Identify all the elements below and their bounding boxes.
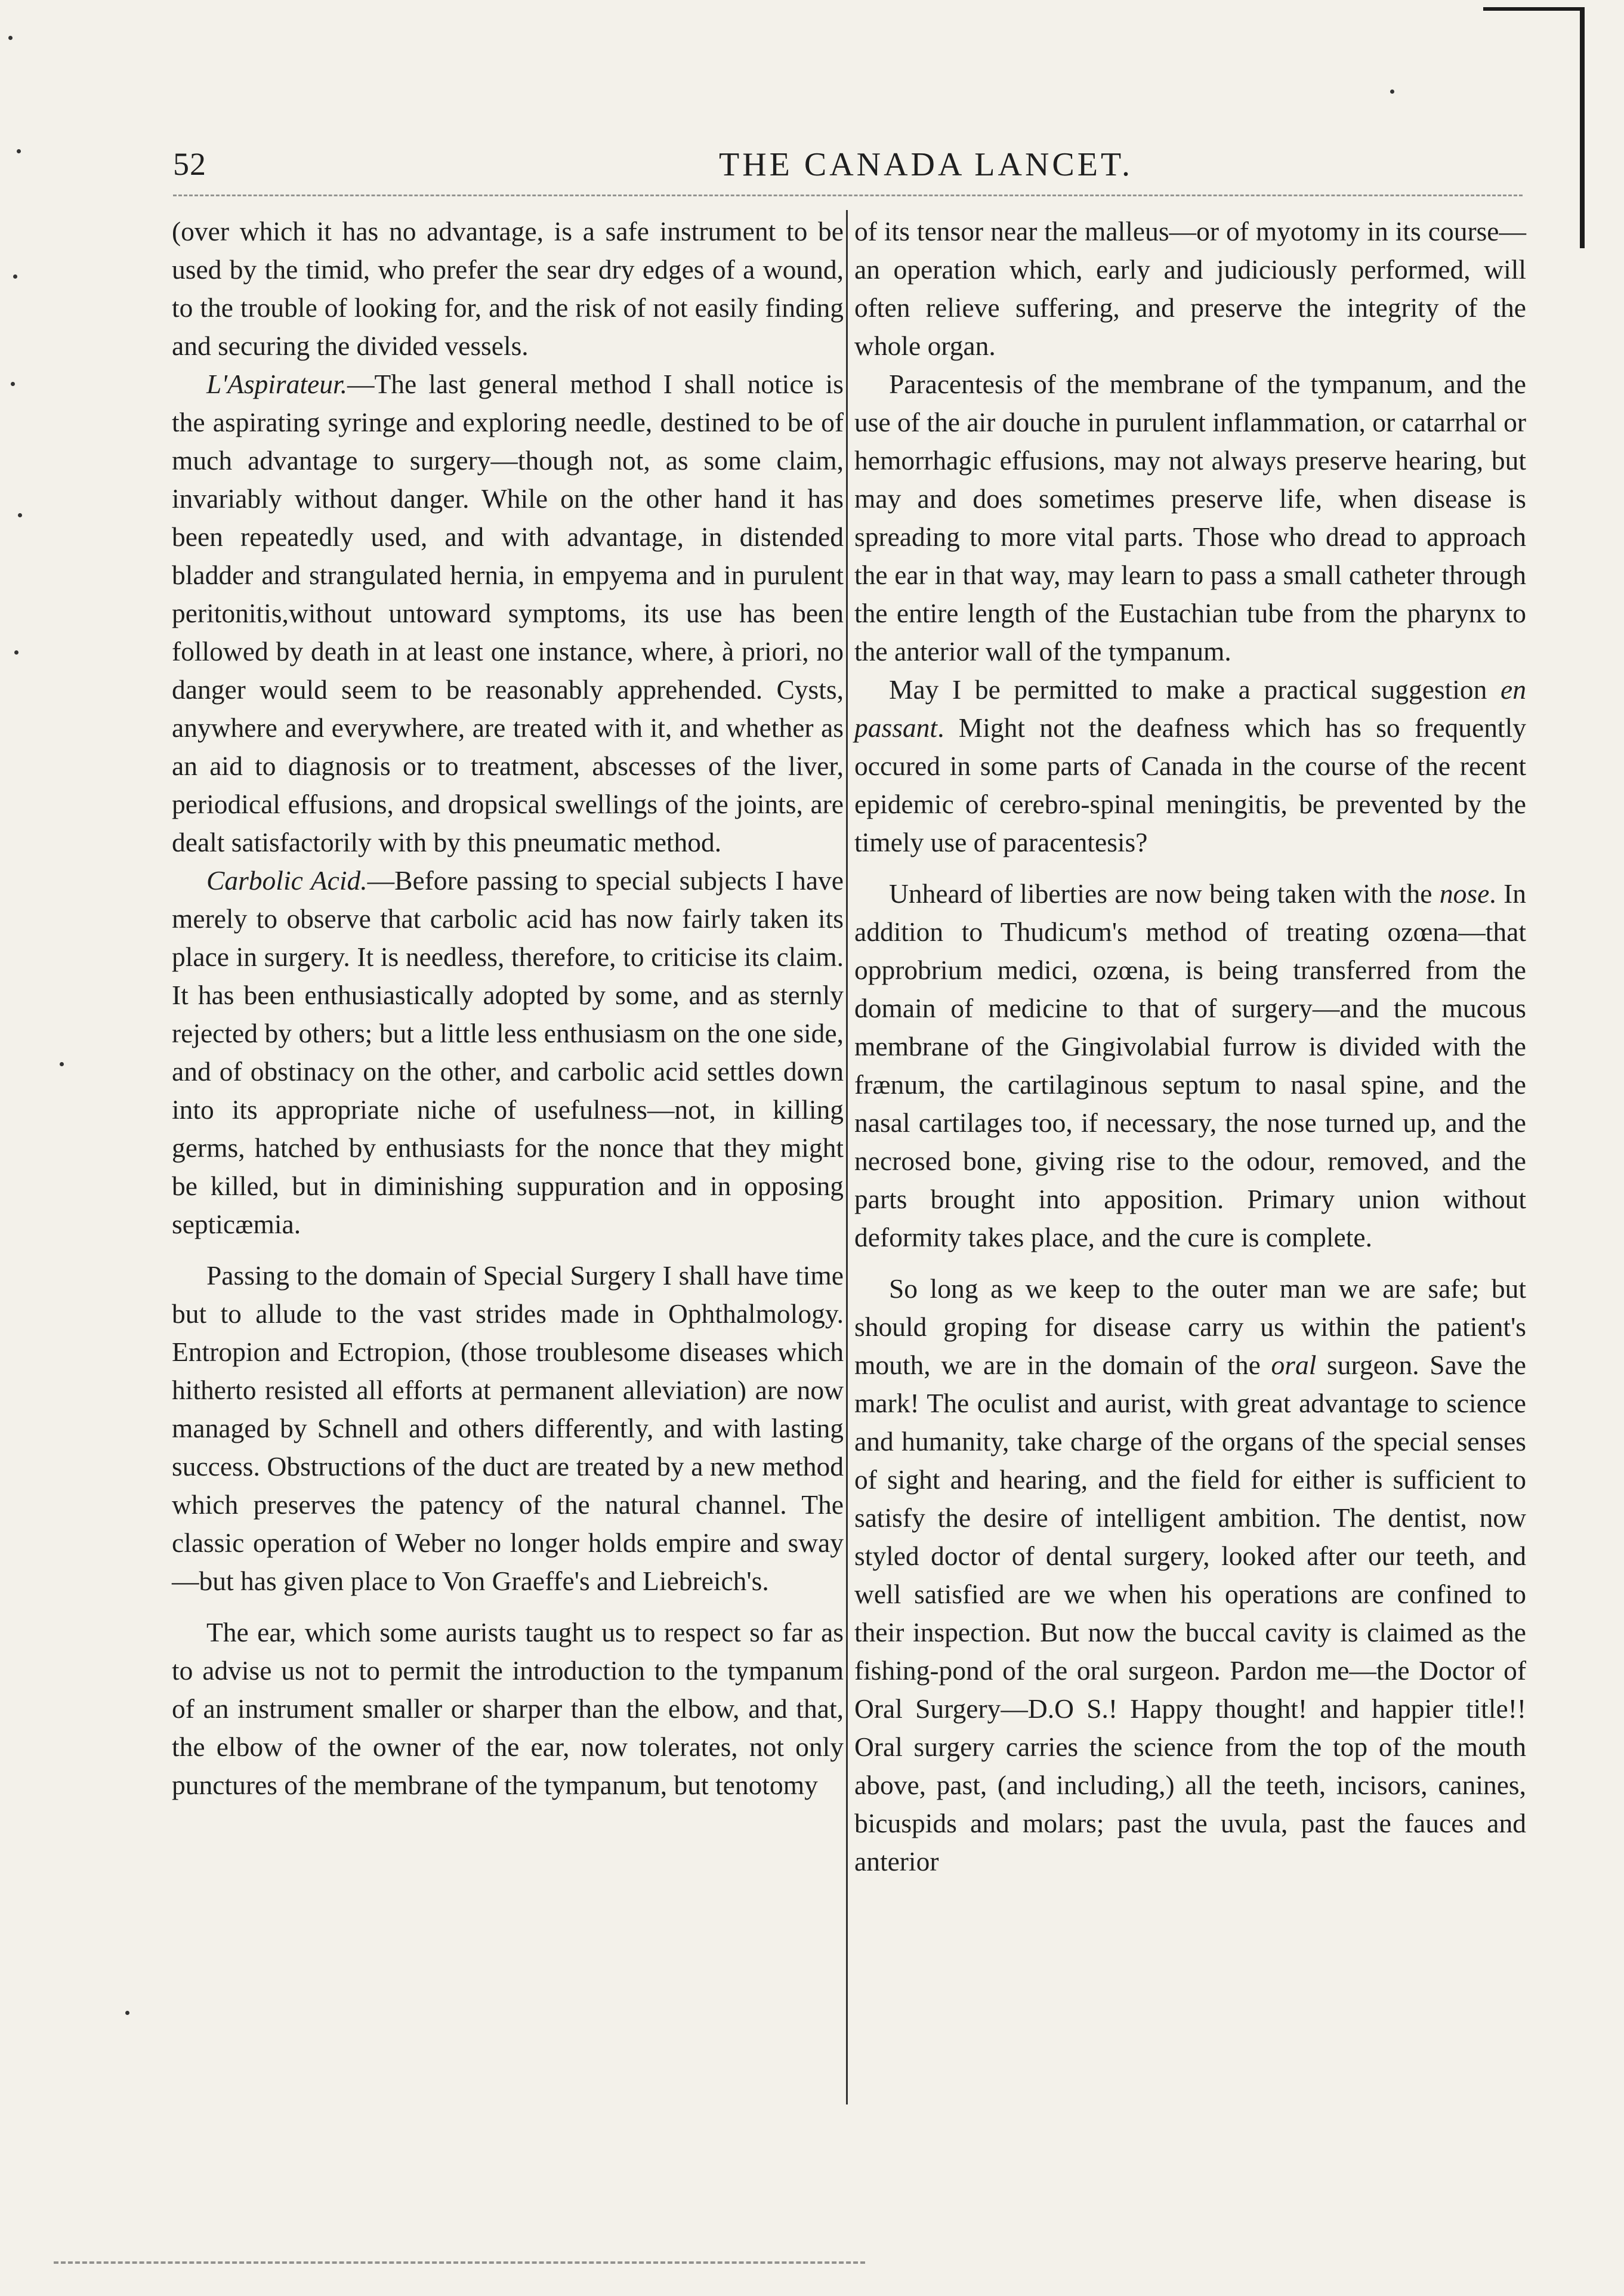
paragraph-text: (over which it has no advantage, is a safe instrument to be used by the timid, who prefer the sear dry edges of a wound, to the trouble of looking for, and the risk of not easily finding and securing the divided vessels. — [172, 216, 844, 361]
paragraph — [854, 365, 1526, 671]
italic-term: en passant — [854, 674, 1526, 743]
right-column — [854, 212, 1526, 2092]
page-header — [168, 146, 1517, 199]
paragraph — [854, 875, 1526, 1257]
paragraph-text: —Before passing to special subjects I have merely to observe that carbolic acid has now fairly taken its place in surgery. It is needless, therefore, to criticise its claim. It has been enthusiastically adopted by some, and as sternly rejected by others; but a little less enthusiasm on the one side, and of obstinacy on the other, and carbolic acid settles down into its appropriate niche of usefulness—not, in killing germs, hatched by enthusiasts for the nonce that they might be killed, but in diminishing suppuration and in opposing septicæmia. — [172, 865, 844, 1239]
italic-term: nose — [1439, 878, 1490, 909]
paragraph-text-lead: So long as we keep to the outer man we are safe; but should groping for disease carry us within the patient's mouth, we are in the domain of the — [854, 1273, 1526, 1380]
paragraph-text: surgeon. Save the mark! The oculist and aurist, with great advantage to science and humanity, take charge of the organs of the special senses of sight and hearing, and the field for either is sufficient to satisfy the desire of intelligent ambition. The dentist, now styled doctor of dental surgery, looked after our teeth, and well satisfied are we when his operations are confined to their inspection. But now the buccal cavity is claimed as the fishing-pond of the oral surgeon. Pardon me—the Doctor of Oral Surgery—D.O S.! Happy thought! and happier title!! Oral surgery carries the science from the top of the mouth above, past, (and including,) all the teeth, incisors, canines, bicuspids and molars; past the uvula, past the fauces and anterior — [854, 1350, 1527, 1877]
paragraph — [172, 365, 844, 862]
journal-title: THE CANADA LANCET. — [718, 146, 1134, 183]
paragraph — [172, 1257, 844, 1600]
paragraph-text: Passing to the domain of Special Surgery I shall have time but to allude to the vast strides made in Ophthalmology. Entropion and Ectropion, (those troublesome diseases which hitherto resisted all efforts at permanent alleviation) are now managed by Schnell and others differently, and with lasting success. Obstructions of the duct are treated by a new method which preserves the patency of the natural channel. The classic operation of Weber no longer holds empire and sway—but has given place to Von Graeffe's and Liebreich's. — [172, 1260, 844, 1596]
paragraph-text-lead: May I be permitted to make a practical suggestion — [889, 674, 1501, 705]
paragraph — [854, 671, 1526, 862]
bottom-rule — [54, 2261, 865, 2264]
italic-term: oral — [1271, 1350, 1317, 1380]
paragraph-heading: Carbolic Acid. — [206, 865, 368, 896]
paragraph-heading: L'Aspirateur. — [206, 369, 348, 399]
page-number: 52 — [173, 146, 206, 182]
paragraph-text: . In addition to Thudicum's method of treating ozœna—that opprobrium medici, ozœna, is being transferred from the domain of medicine to that of surgery—and the mucous membrane of the Gingivolabial furrow is divided with the frænum, the cartilaginous septum to nasal spine, and the nasal cartilages too, if necessary, the nose turned up, and the necrosed bone, giving rise to the odour, removed, and the parts brought into apposition. Primary union without deformity takes place, and the cure is complete. — [854, 878, 1526, 1252]
paragraph-text: . Might not the deafness which has so frequently occured in some parts of Canada in the course of the recent epidemic of cerebro-spinal meningitis, be prevented by the timely use of paracentesis? — [854, 712, 1526, 857]
paragraph — [854, 212, 1526, 365]
page-edge-rule — [1580, 10, 1585, 248]
page-edge-rule-top — [1483, 7, 1585, 11]
paragraph — [172, 212, 844, 365]
paragraph-text-lead: Unheard of liberties are now being taken with the — [889, 878, 1440, 909]
column-divider — [846, 210, 848, 2104]
paragraph-text: —The last general method I shall notice is the aspirating syringe and exploring needle, destined to be of much advantage to surgery—though not, as some claim, invariably without danger. While on the other hand it has been repeatedly used, and with advantage, in distended bladder and strangulated hernia, in empyema and in purulent peritonitis,without untoward symptoms, its use has been followed by death in at least one instance, where, à priori, no danger would seem to be reasonably apprehended. Cysts, anywhere and everywhere, are treated with it, and whether as an aid to diagnosis or to treatment, abscesses of the liver, periodical effusions, and dropsical swellings of the joints, are dealt satisfactorily with by this pneumatic method. — [172, 369, 844, 857]
paragraph-text: Paracentesis of the membrane of the tympanum, and the use of the air douche in purulent inflammation, or catarrhal or hemorrhagic effusions, may not always preserve hearing, but may and does sometimes preserve life, when disease is spreading to more vital parts. Those who dread to approach the ear in that way, may learn to pass a small catheter through the entire length of the Eustachian tube from the pharynx to the anterior wall of the tympanum. — [854, 369, 1526, 666]
paragraph — [854, 1270, 1526, 1881]
paragraph — [172, 1613, 844, 1804]
paragraph-text: of its tensor near the malleus—or of myotomy in its course—an operation which, early and judiciously performed, will often relieve suffering, and preserve the integrity of the whole organ. — [854, 216, 1526, 361]
paragraph-text: The ear, which some aurists taught us to respect so far as to advise us not to permit the introduction to the tympanum of an instrument smaller or sharper than the elbow, and that, the elbow of the owner of the ear, now tolerates, not only punctures of the membrane of the tympanum, but tenotomy — [172, 1617, 844, 1800]
paragraph — [172, 862, 844, 1243]
header-rule — [173, 195, 1523, 196]
left-column — [172, 212, 844, 2092]
